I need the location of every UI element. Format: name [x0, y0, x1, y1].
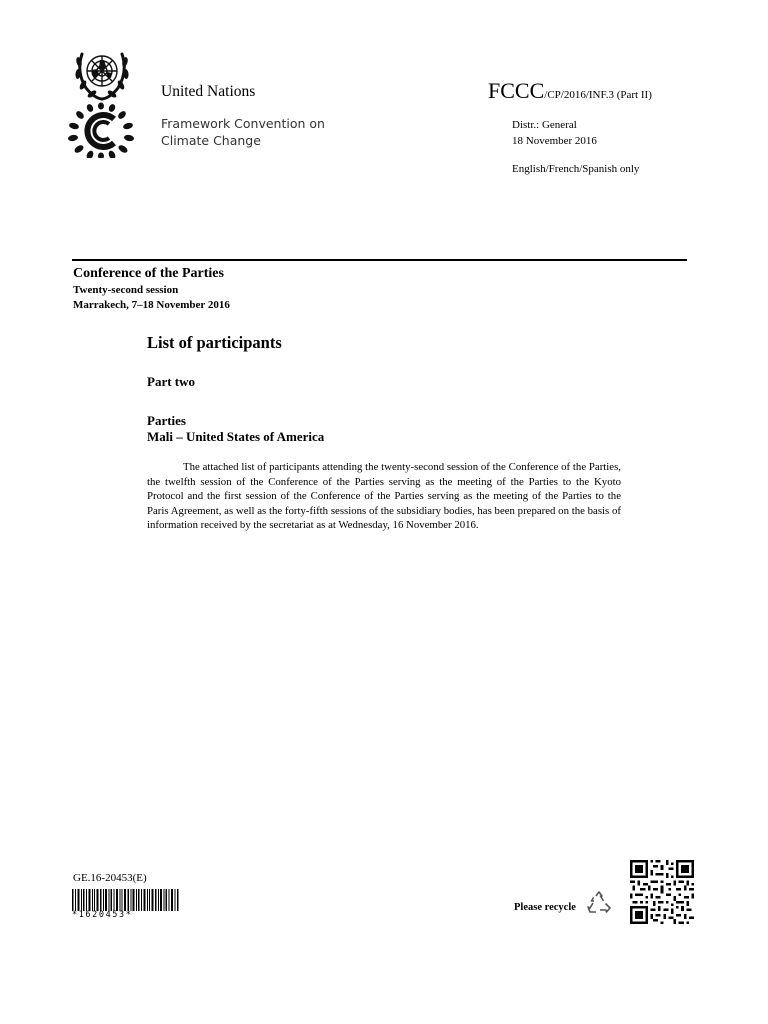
session-body: Conference of the Parties — [73, 266, 224, 281]
convention-name-line1: Framework Convention on — [161, 116, 325, 131]
convention-name — [161, 115, 325, 149]
session-number: Twenty-second session — [73, 284, 179, 296]
parties-range: Mali – United States of America — [147, 429, 325, 444]
un-emblem-icon — [70, 44, 134, 102]
unfccc-logo-icon — [68, 102, 134, 158]
header-rule — [72, 259, 687, 261]
languages-label: English/French/Spanish only — [512, 163, 640, 175]
document-symbol — [488, 78, 652, 104]
distribution-label: Distr.: General — [512, 119, 577, 131]
parties-heading — [147, 413, 324, 445]
session-place-dates: Marrakech, 7–18 November 2016 — [73, 299, 230, 311]
intro-paragraph: The attached list of participants attending the twenty-second session of the Conference of the Parties, the twelfth session of the Conference of the Parties serving as the meeting of the Parties to the Kyoto Protocol and the first session of the Conference of the Parties serving as the meeting of the Parties to the Paris Agreement, as well as the forty-fifth sessions of the subsidiary bodies, has been prepared on the basis of information received by the secretariat as at Wednesday, 16 November 2016. — [147, 461, 621, 532]
barcode-text: *1620453* — [72, 910, 133, 920]
recycle-icon — [586, 891, 612, 917]
symbol-prefix: FCCC — [488, 78, 545, 103]
document-title: List of participants — [147, 333, 282, 352]
job-number: GE.16-20453(E) — [73, 872, 147, 884]
organization-name: United Nations — [161, 83, 256, 100]
convention-name-line2: Climate Change — [161, 133, 261, 148]
qr-code-icon — [630, 860, 694, 924]
parties-section: Parties — [147, 413, 186, 428]
barcode-icon — [72, 889, 180, 911]
recycle-label: Please recycle — [514, 902, 576, 913]
document-date: 18 November 2016 — [512, 135, 597, 147]
document-part: Part two — [147, 374, 196, 389]
symbol-suffix: /CP/2016/INF.3 (Part II) — [544, 89, 652, 101]
